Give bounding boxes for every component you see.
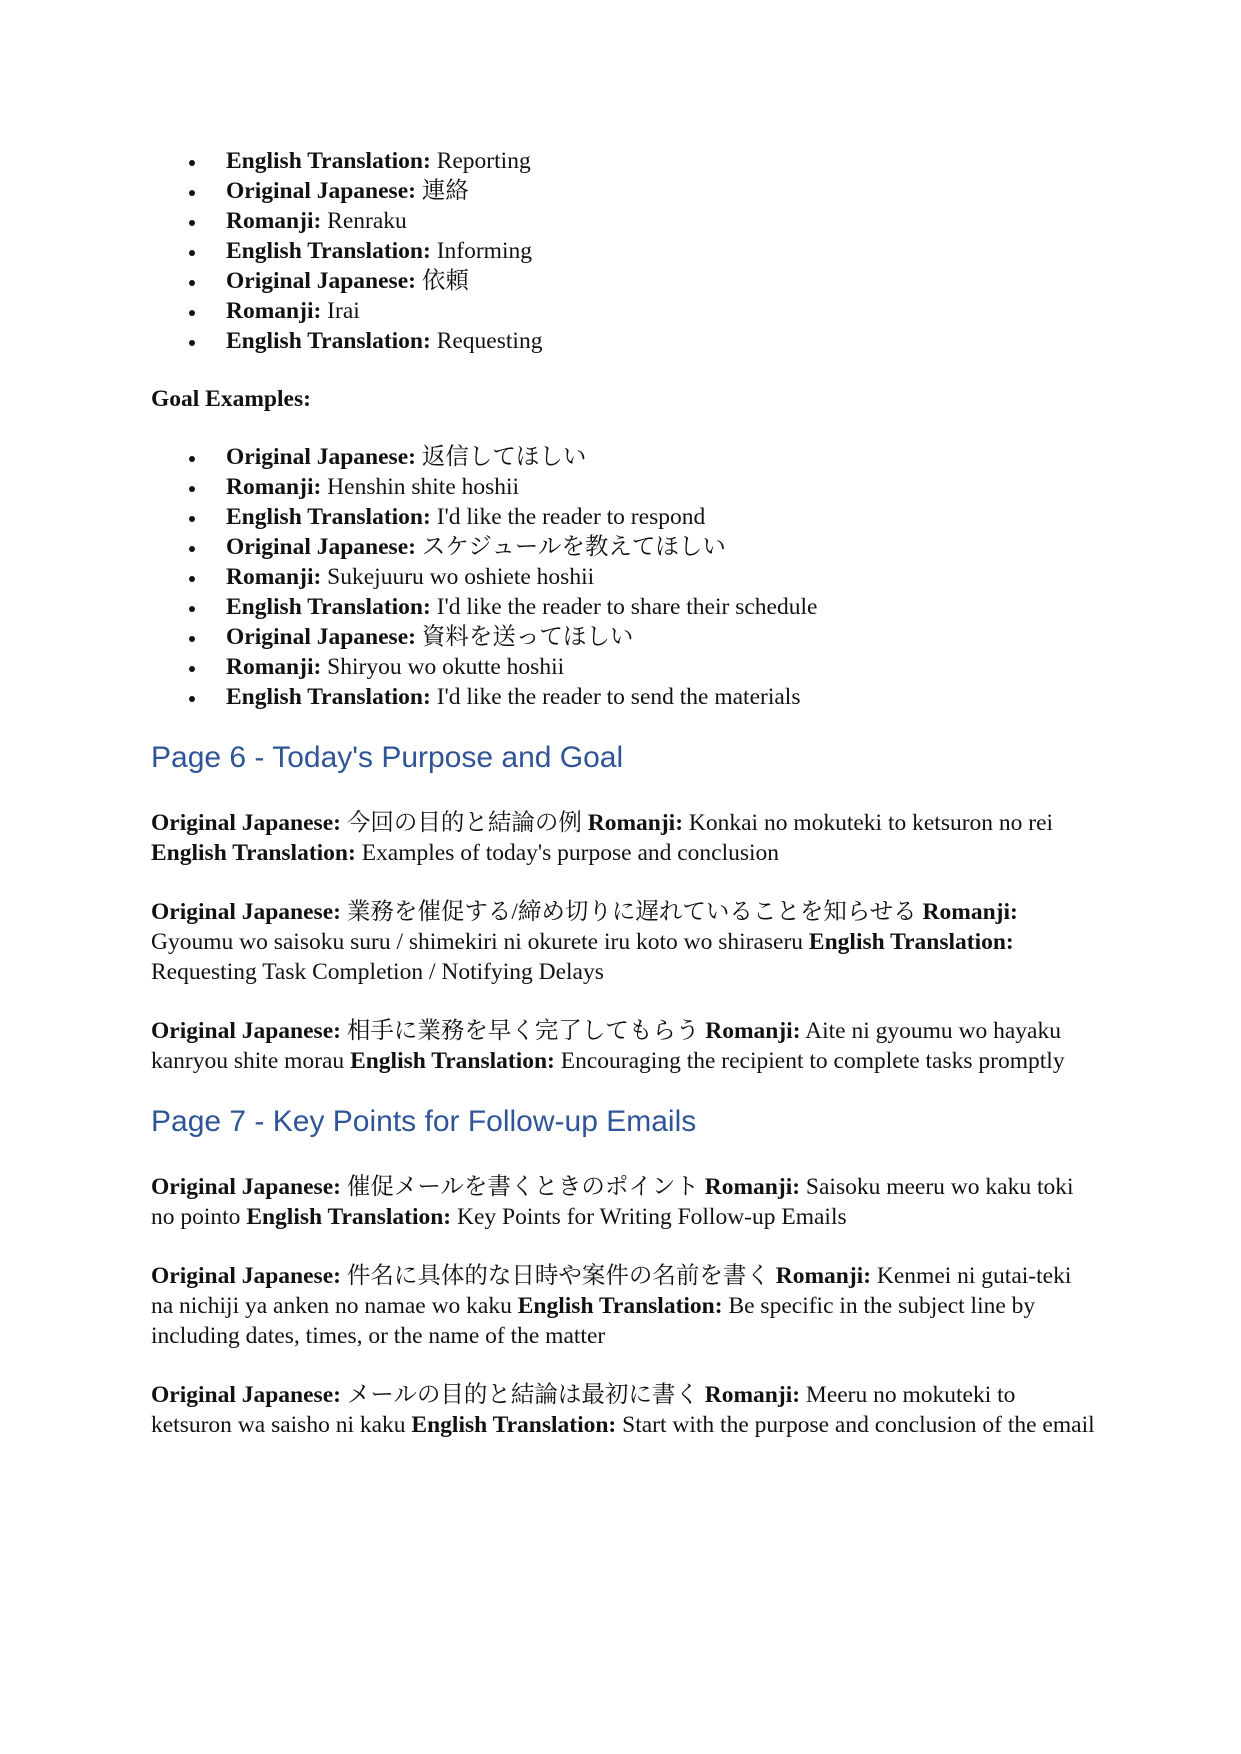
item-value: スケジュールを教えてほしい (421, 534, 726, 560)
item-label: Romanji: (226, 208, 322, 234)
romanji-label: Romanji: (705, 1018, 801, 1044)
item-label: Romanji: (226, 474, 322, 500)
item-label: Original Japanese: (226, 178, 416, 204)
list-item (151, 472, 1096, 502)
entry-paragraph (151, 1380, 1096, 1440)
english-label: English Translation: (151, 840, 356, 866)
japanese-text: メールの目的と結論は最初に書く (346, 1382, 699, 1408)
section-heading-page-7: Page 7 - Key Points for Follow-up Emails (151, 1105, 697, 1138)
entry-paragraph (151, 1016, 1096, 1076)
japanese-text: 相手に業務を早く完了してもらう (346, 1018, 700, 1044)
english-text: Be specific in the subject line by including dates, times, or the name of the matter (151, 1293, 1036, 1349)
item-label: Original Japanese: (226, 534, 416, 560)
list-item (151, 326, 1096, 356)
original-label: Original Japanese: (151, 1174, 341, 1200)
item-value: I'd like the reader to share their schedule (436, 594, 818, 620)
japanese-text: 今回の目的と結論の例 (346, 810, 582, 836)
goal-examples-list (151, 442, 1096, 712)
goal-examples-heading: Goal Examples: (151, 386, 311, 412)
item-value: 返信してほしい (421, 444, 587, 470)
list-item (151, 146, 1096, 176)
english-label: English Translation: (350, 1048, 555, 1074)
item-label: Original Japanese: (226, 444, 416, 470)
item-label: English Translation: (226, 328, 431, 354)
entry-paragraph (151, 1261, 1096, 1351)
entry-paragraph (151, 1172, 1096, 1232)
list-item (151, 442, 1096, 472)
entry-paragraph (151, 808, 1096, 868)
item-label: Original Japanese: (226, 624, 416, 650)
english-label: English Translation: (517, 1293, 723, 1319)
list-item (151, 502, 1096, 532)
romanji-label: Romanji: (922, 899, 1018, 925)
item-label: English Translation: (226, 504, 431, 530)
item-label: Romanji: (226, 654, 322, 680)
original-label: Original Japanese: (151, 1018, 341, 1044)
english-label: English Translation: (411, 1412, 617, 1438)
romanji-label: Romanji: (704, 1382, 801, 1408)
item-value: Renraku (327, 208, 407, 234)
list-item (151, 236, 1096, 266)
original-label: Original Japanese: (151, 1263, 341, 1289)
english-text: Key Points for Writing Follow-up Emails (457, 1204, 847, 1230)
list-item (151, 592, 1096, 622)
item-value: 連絡 (421, 178, 469, 204)
romanji-text: Gyoumu wo saisoku suru / shimekiri ni okurete iru koto wo shiraseru (151, 929, 804, 955)
romanji-text: Konkai no mokuteki to ketsuron no rei (688, 810, 1054, 836)
item-value: Sukejuuru wo oshiete hoshii (327, 564, 595, 590)
list-item (151, 562, 1096, 592)
item-value: Shiryou wo okutte hoshii (327, 654, 565, 680)
item-value: 資料を送ってほしい (421, 624, 634, 650)
item-value: Henshin shite hoshii (327, 474, 520, 500)
list-item (151, 176, 1096, 206)
entry-paragraph (151, 897, 1096, 987)
item-label: Romanji: (226, 298, 322, 324)
japanese-text: 催促メールを書くときのポイント (346, 1174, 699, 1200)
item-value: Irai (327, 298, 360, 324)
list-item (151, 296, 1096, 326)
japanese-text: 業務を催促する/締め切りに遅れていることを知らせる (346, 899, 917, 925)
original-label: Original Japanese: (151, 1382, 341, 1408)
romanji-text: Meeru no mokuteki to ketsuron wa saisho ni kaku (151, 1382, 1016, 1438)
romanji-text: Kenmei ni gutai-teki na nichiji ya anken no namae wo kaku (151, 1263, 1072, 1319)
item-value: Informing (436, 238, 532, 264)
romanji-label: Romanji: (775, 1263, 872, 1289)
english-text: Encouraging the recipient to complete tasks promptly (560, 1048, 1065, 1074)
item-label: English Translation: (226, 684, 431, 710)
term-list (151, 146, 1096, 356)
list-item (151, 532, 1096, 562)
item-value: Requesting (436, 328, 543, 354)
item-value: 依頼 (421, 268, 469, 294)
list-item (151, 682, 1096, 712)
section-heading-page-6: Page 6 - Today's Purpose and Goal (151, 741, 624, 774)
list-item (151, 206, 1096, 236)
item-label: English Translation: (226, 594, 431, 620)
item-value: I'd like the reader to send the materials (436, 684, 801, 710)
english-text: Start with the purpose and conclusion of the email (622, 1412, 1095, 1438)
list-item (151, 652, 1096, 682)
item-label: English Translation: (226, 238, 431, 264)
document-content (151, 146, 1096, 1440)
english-text: Requesting Task Completion / Notifying Delays (151, 959, 604, 985)
item-label: English Translation: (226, 148, 431, 174)
romanji-label: Romanji: (704, 1174, 801, 1200)
romanji-label: Romanji: (587, 810, 684, 836)
english-label: English Translation: (808, 929, 1014, 955)
item-value: I'd like the reader to respond (436, 504, 706, 530)
list-item (151, 266, 1096, 296)
english-text: Examples of today's purpose and conclusion (361, 840, 780, 866)
item-value: Reporting (436, 148, 531, 174)
romanji-text: Saisoku meeru wo kaku toki no pointo (151, 1174, 1074, 1230)
japanese-text: 件名に具体的な日時や案件の名前を書く (346, 1263, 770, 1289)
original-label: Original Japanese: (151, 899, 341, 925)
item-label: Original Japanese: (226, 268, 416, 294)
romanji-text: Aite ni gyoumu wo hayaku kanryou shite morau (151, 1018, 1061, 1074)
item-label: Romanji: (226, 564, 322, 590)
english-label: English Translation: (246, 1204, 452, 1230)
original-label: Original Japanese: (151, 810, 341, 836)
list-item (151, 622, 1096, 652)
